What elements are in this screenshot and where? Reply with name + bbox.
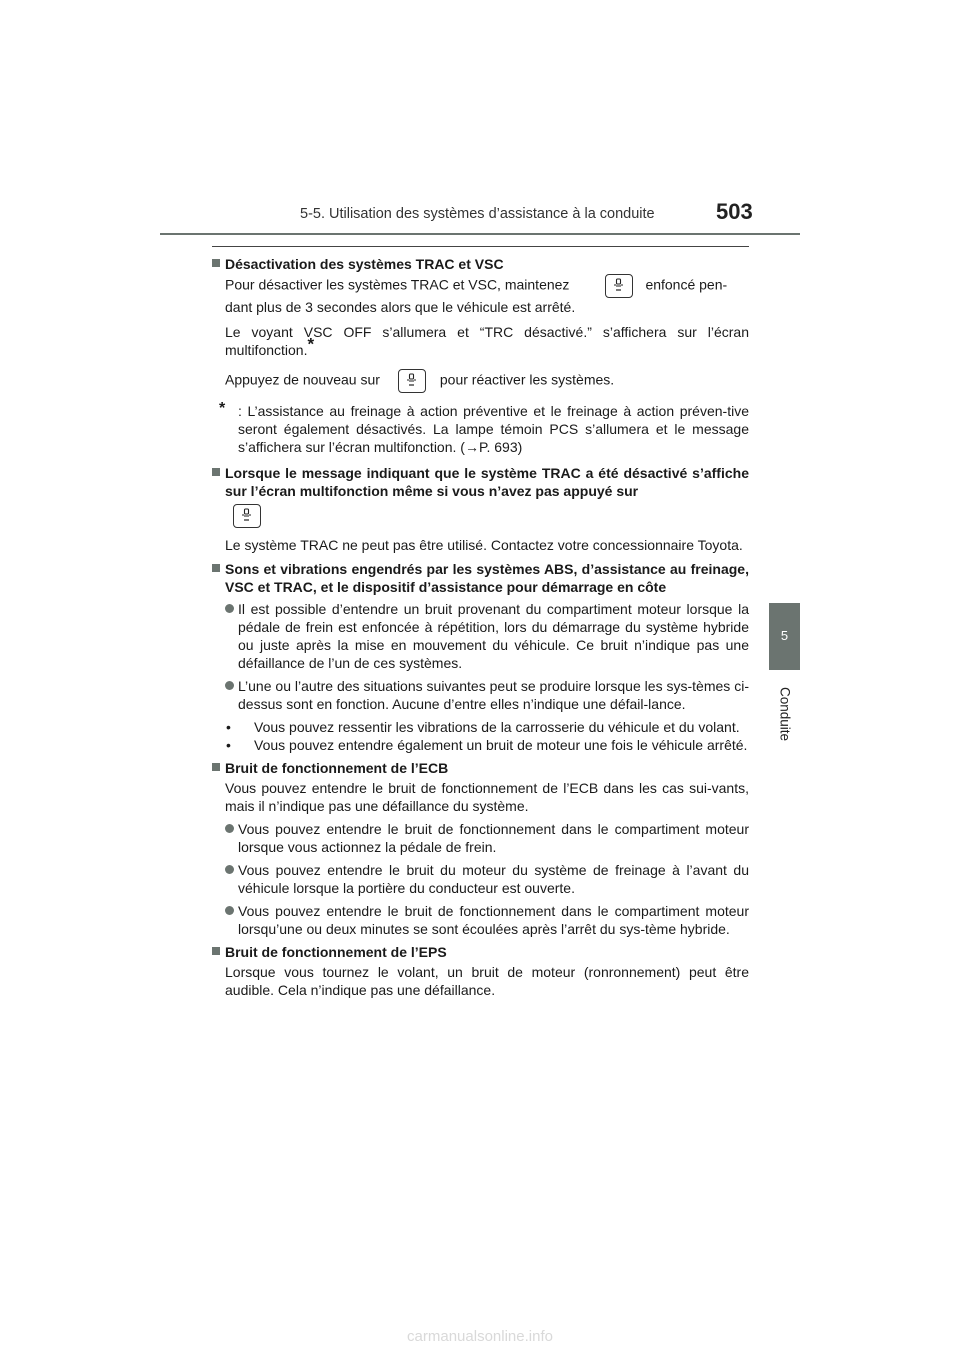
vsc-off-switch-icon bbox=[605, 274, 633, 298]
chapter-label-tab[interactable] bbox=[769, 671, 800, 757]
text: Le voyant VSC OFF s’allumera et “TRC désactivé.” s’affichera sur l’écran multifonction. bbox=[225, 324, 749, 358]
list-item bbox=[212, 600, 749, 672]
text: Appuyez de nouveau sur bbox=[225, 371, 380, 388]
round-bullet-icon bbox=[225, 681, 234, 690]
section-heading bbox=[212, 255, 749, 273]
footnote-mark: * bbox=[307, 334, 315, 354]
section-title: Lorsque le message indiquant que le système TRAC a été désactivé s’affiche sur l’écran multifonction même si vous n’avez pas appuyé sur bbox=[225, 465, 749, 499]
text: Vous pouvez entendre le bruit de fonctionnement dans le compartiment moteur lorsqu’une ou deux minutes se sont écoulées après l’arrêt du sys-tème hybride. bbox=[238, 903, 749, 937]
footer-watermark bbox=[0, 1328, 960, 1346]
chapter-tab[interactable] bbox=[769, 603, 800, 670]
text: enfoncé pen- bbox=[645, 276, 728, 293]
paragraph bbox=[212, 274, 749, 316]
vsc-off-switch-icon bbox=[233, 504, 261, 528]
page-number: 503 bbox=[716, 199, 753, 224]
paragraph: Le système TRAC ne peut pas être utilisé. Contactez votre concessionnaire Toyota. bbox=[225, 537, 743, 553]
chapter-number: 5 bbox=[780, 628, 789, 643]
header-rule bbox=[160, 233, 800, 235]
section-title: Bruit de fonctionnement de l’EPS bbox=[225, 944, 447, 960]
round-bullet-icon bbox=[225, 824, 234, 833]
watermark-text: carmanualsonline.info bbox=[407, 1328, 553, 1345]
button-icon-row bbox=[212, 504, 749, 532]
text: L’une ou l’autre des situations suivantes peut se produire lorsque les sys-tèmes ci-dessus sont en fonction. Aucune d’entre elles n’indique une défail-lance. bbox=[238, 678, 749, 712]
header-section-title: 5-5. Utilisation des systèmes d’assistance à la conduite bbox=[300, 206, 655, 222]
content-rule bbox=[212, 246, 749, 247]
text: dant plus de 3 secondes alors que le véhicule est arrêté. bbox=[225, 299, 576, 315]
chapter-label: Conduite bbox=[777, 686, 792, 742]
paragraph bbox=[212, 323, 749, 359]
square-bullet-icon bbox=[212, 259, 220, 267]
paragraph: Vous pouvez entendre le bruit de fonctionnement de l’ECB dans les cas sui-vants, mais il n’indique pas une défaillance du système. bbox=[225, 780, 749, 814]
section-title: Sons et vibrations engendrés par les systèmes ABS, d’assistance au freinage, VSC et TRAC, et le dispositif d’assistance pour démarrage en côte bbox=[225, 561, 749, 595]
section-heading bbox=[212, 464, 749, 500]
footnote bbox=[212, 402, 749, 456]
footnote-text: : L’assistance au freinage à action préventive et le freinage à action préven-tive seront également désactivés. La lampe témoin PCS s’allumera et le message s’affichera sur l’écran multifonction. (→P. 693) bbox=[238, 403, 749, 455]
paragraph bbox=[212, 369, 749, 393]
page-content bbox=[212, 255, 749, 999]
section-heading bbox=[212, 943, 749, 961]
text: Il est possible d’entendre un bruit provenant du compartiment moteur lorsque la pédale de frein est enfoncée à répétition, lors du démarrage du système hybride ou juste après la mise en mouvement du véhicule. Ce bruit n’indique pas une défaillance de l’un de ces systèmes. bbox=[238, 601, 749, 671]
list-item bbox=[212, 902, 749, 938]
square-bullet-icon bbox=[212, 564, 220, 572]
section-heading bbox=[212, 759, 749, 777]
text: Vous pouvez entendre le bruit de fonctionnement dans le compartiment moteur lorsque vous actionnez la pédale de frein. bbox=[238, 821, 749, 855]
footnote-mark: * bbox=[219, 400, 226, 417]
square-bullet-icon bbox=[212, 947, 220, 955]
round-bullet-icon bbox=[225, 906, 234, 915]
text: pour réactiver les systèmes. bbox=[439, 371, 615, 388]
paragraph: Lorsque vous tournez le volant, un bruit de moteur (ronronnement) peut être audible. Cela n’indique pas une défaillance. bbox=[225, 964, 749, 998]
vsc-off-switch-icon bbox=[398, 369, 426, 393]
text: Vous pouvez ressentir les vibrations de la carrosserie du véhicule et du volant. bbox=[254, 719, 740, 735]
round-bullet-icon bbox=[225, 865, 234, 874]
sub-list-item bbox=[212, 718, 749, 736]
square-bullet-icon bbox=[212, 468, 220, 476]
section-title: Désactivation des systèmes TRAC et VSC bbox=[225, 256, 504, 272]
sub-bullet: • bbox=[226, 737, 231, 753]
sub-list-item bbox=[212, 736, 749, 754]
list-item bbox=[212, 677, 749, 713]
list-item bbox=[212, 861, 749, 897]
section-title: Bruit de fonctionnement de l’ECB bbox=[225, 760, 449, 776]
text: Vous pouvez entendre le bruit du moteur du système de freinage à l’avant du véhicule lorsque la portière du conducteur est ouverte. bbox=[238, 862, 749, 896]
text: Vous pouvez entendre également un bruit de moteur une fois le véhicule arrêté. bbox=[254, 737, 748, 753]
list-item bbox=[212, 820, 749, 856]
text: Pour désactiver les systèmes TRAC et VSC, maintenez bbox=[225, 276, 570, 293]
round-bullet-icon bbox=[225, 604, 234, 613]
sub-bullet: • bbox=[226, 719, 231, 735]
square-bullet-icon bbox=[212, 763, 220, 771]
section-heading bbox=[212, 560, 749, 596]
